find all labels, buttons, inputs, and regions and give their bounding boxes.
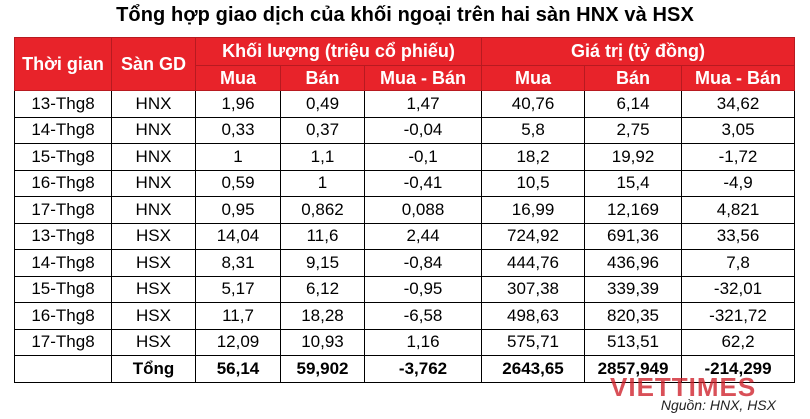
cell-value-sell: 15,4 (585, 170, 682, 197)
table-row (15, 117, 795, 144)
cell-volume-buy: 0,33 (196, 117, 281, 144)
table-row (15, 329, 795, 356)
header-value-net: Mua - Bán (682, 66, 795, 91)
cell-volume-sell: 9,15 (281, 250, 365, 277)
cell-time: 15-Thg8 (15, 276, 112, 303)
header-volume-sell: Bán (281, 66, 365, 91)
cell-time: 13-Thg8 (15, 91, 112, 118)
cell-volume-net: 1,47 (365, 91, 482, 118)
table-row (15, 197, 795, 224)
cell-value-buy: 16,99 (482, 197, 585, 224)
total-volume-sell: 59,902 (281, 356, 365, 383)
cell-time: 13-Thg8 (15, 223, 112, 250)
header-volume-net: Mua - Bán (365, 66, 482, 91)
cell-value-net: 4,821 (682, 197, 795, 224)
cell-value-net: -32,01 (682, 276, 795, 303)
cell-value-net: 33,56 (682, 223, 795, 250)
cell-volume-buy: 12,09 (196, 329, 281, 356)
header-value-buy: Mua (482, 66, 585, 91)
header-volume-group: Khối lượng (triệu cổ phiếu) (196, 38, 482, 66)
table-body (15, 91, 795, 383)
cell-volume-sell: 18,28 (281, 303, 365, 330)
cell-value-net: -4,9 (682, 170, 795, 197)
cell-value-net: 3,05 (682, 117, 795, 144)
cell-value-net: -1,72 (682, 144, 795, 171)
total-value-net: -214,299 (682, 356, 795, 383)
cell-volume-net: 1,16 (365, 329, 482, 356)
table-row (15, 91, 795, 118)
cell-value-net: 62,2 (682, 329, 795, 356)
total-value-buy: 2643,65 (482, 356, 585, 383)
header-value-group: Giá trị (tỷ đồng) (482, 38, 795, 66)
viettimes-logo: VIETTIMES (610, 372, 757, 402)
table-row (15, 276, 795, 303)
cell-time: 16-Thg8 (15, 303, 112, 330)
cell-volume-buy: 1 (196, 144, 281, 171)
cell-value-buy: 10,5 (482, 170, 585, 197)
cell-value-buy: 498,63 (482, 303, 585, 330)
cell-exchange: HNX (112, 117, 196, 144)
cell-time: 14-Thg8 (15, 250, 112, 277)
cell-exchange: HSX (112, 276, 196, 303)
cell-volume-net: -0,95 (365, 276, 482, 303)
cell-time: 16-Thg8 (15, 170, 112, 197)
total-volume-buy: 56,14 (196, 356, 281, 383)
cell-volume-net: -0,1 (365, 144, 482, 171)
cell-volume-sell: 0,37 (281, 117, 365, 144)
cell-exchange: HSX (112, 303, 196, 330)
cell-volume-sell: 1 (281, 170, 365, 197)
cell-volume-buy: 14,04 (196, 223, 281, 250)
table-row (15, 250, 795, 277)
cell-volume-sell: 1,1 (281, 144, 365, 171)
cell-exchange: HNX (112, 197, 196, 224)
cell-exchange: HNX (112, 91, 196, 118)
cell-volume-buy: 0,95 (196, 197, 281, 224)
cell-value-buy: 5,8 (482, 117, 585, 144)
cell-value-sell: 820,35 (585, 303, 682, 330)
cell-value-buy: 575,71 (482, 329, 585, 356)
cell-value-sell: 436,96 (585, 250, 682, 277)
cell-exchange: HSX (112, 250, 196, 277)
cell-value-buy: 444,76 (482, 250, 585, 277)
cell-value-sell: 6,14 (585, 91, 682, 118)
total-value-sell: 2857,949 (585, 356, 682, 383)
cell-volume-sell: 10,93 (281, 329, 365, 356)
foreign-trading-table (14, 37, 795, 383)
cell-volume-net: -6,58 (365, 303, 482, 330)
cell-value-sell: 19,92 (585, 144, 682, 171)
cell-value-net: 7,8 (682, 250, 795, 277)
cell-exchange: HSX (112, 223, 196, 250)
cell-value-buy: 307,38 (482, 276, 585, 303)
cell-value-sell: 12,169 (585, 197, 682, 224)
cell-value-net: -321,72 (682, 303, 795, 330)
cell-volume-buy: 8,31 (196, 250, 281, 277)
source-note: Nguồn: HNX, HSX (660, 397, 776, 413)
total-empty-cell (15, 356, 112, 383)
header-exchange: Sàn GD (112, 38, 196, 91)
cell-volume-buy: 0,59 (196, 170, 281, 197)
cell-volume-buy: 1,96 (196, 91, 281, 118)
table-row (15, 144, 795, 171)
cell-value-buy: 724,92 (482, 223, 585, 250)
cell-value-sell: 513,51 (585, 329, 682, 356)
cell-value-sell: 2,75 (585, 117, 682, 144)
cell-value-buy: 18,2 (482, 144, 585, 171)
cell-volume-sell: 6,12 (281, 276, 365, 303)
page-title: Tổng hợp giao dịch của khối ngoại trên hai sàn HNX và HSX (116, 4, 694, 26)
header-value-sell: Bán (585, 66, 682, 91)
cell-time: 14-Thg8 (15, 117, 112, 144)
cell-volume-buy: 11,7 (196, 303, 281, 330)
total-label: Tổng (112, 356, 196, 383)
cell-volume-sell: 0,49 (281, 91, 365, 118)
total-volume-net: -3,762 (365, 356, 482, 383)
table-row (15, 223, 795, 250)
table-row (15, 303, 795, 330)
cell-time: 15-Thg8 (15, 144, 112, 171)
table-row (15, 170, 795, 197)
cell-value-buy: 40,76 (482, 91, 585, 118)
header-volume-buy: Mua (196, 66, 281, 91)
cell-time: 17-Thg8 (15, 329, 112, 356)
cell-volume-sell: 11,6 (281, 223, 365, 250)
header-time: Thời gian (15, 38, 112, 91)
cell-value-net: 34,62 (682, 91, 795, 118)
cell-volume-sell: 0,862 (281, 197, 365, 224)
cell-volume-net: 2,44 (365, 223, 482, 250)
cell-value-sell: 691,36 (585, 223, 682, 250)
cell-exchange: HNX (112, 144, 196, 171)
cell-volume-net: 0,088 (365, 197, 482, 224)
cell-volume-net: -0,84 (365, 250, 482, 277)
cell-exchange: HNX (112, 170, 196, 197)
cell-volume-net: -0,04 (365, 117, 482, 144)
cell-volume-net: -0,41 (365, 170, 482, 197)
cell-value-sell: 339,39 (585, 276, 682, 303)
cell-volume-buy: 5,17 (196, 276, 281, 303)
cell-time: 17-Thg8 (15, 197, 112, 224)
cell-exchange: HSX (112, 329, 196, 356)
